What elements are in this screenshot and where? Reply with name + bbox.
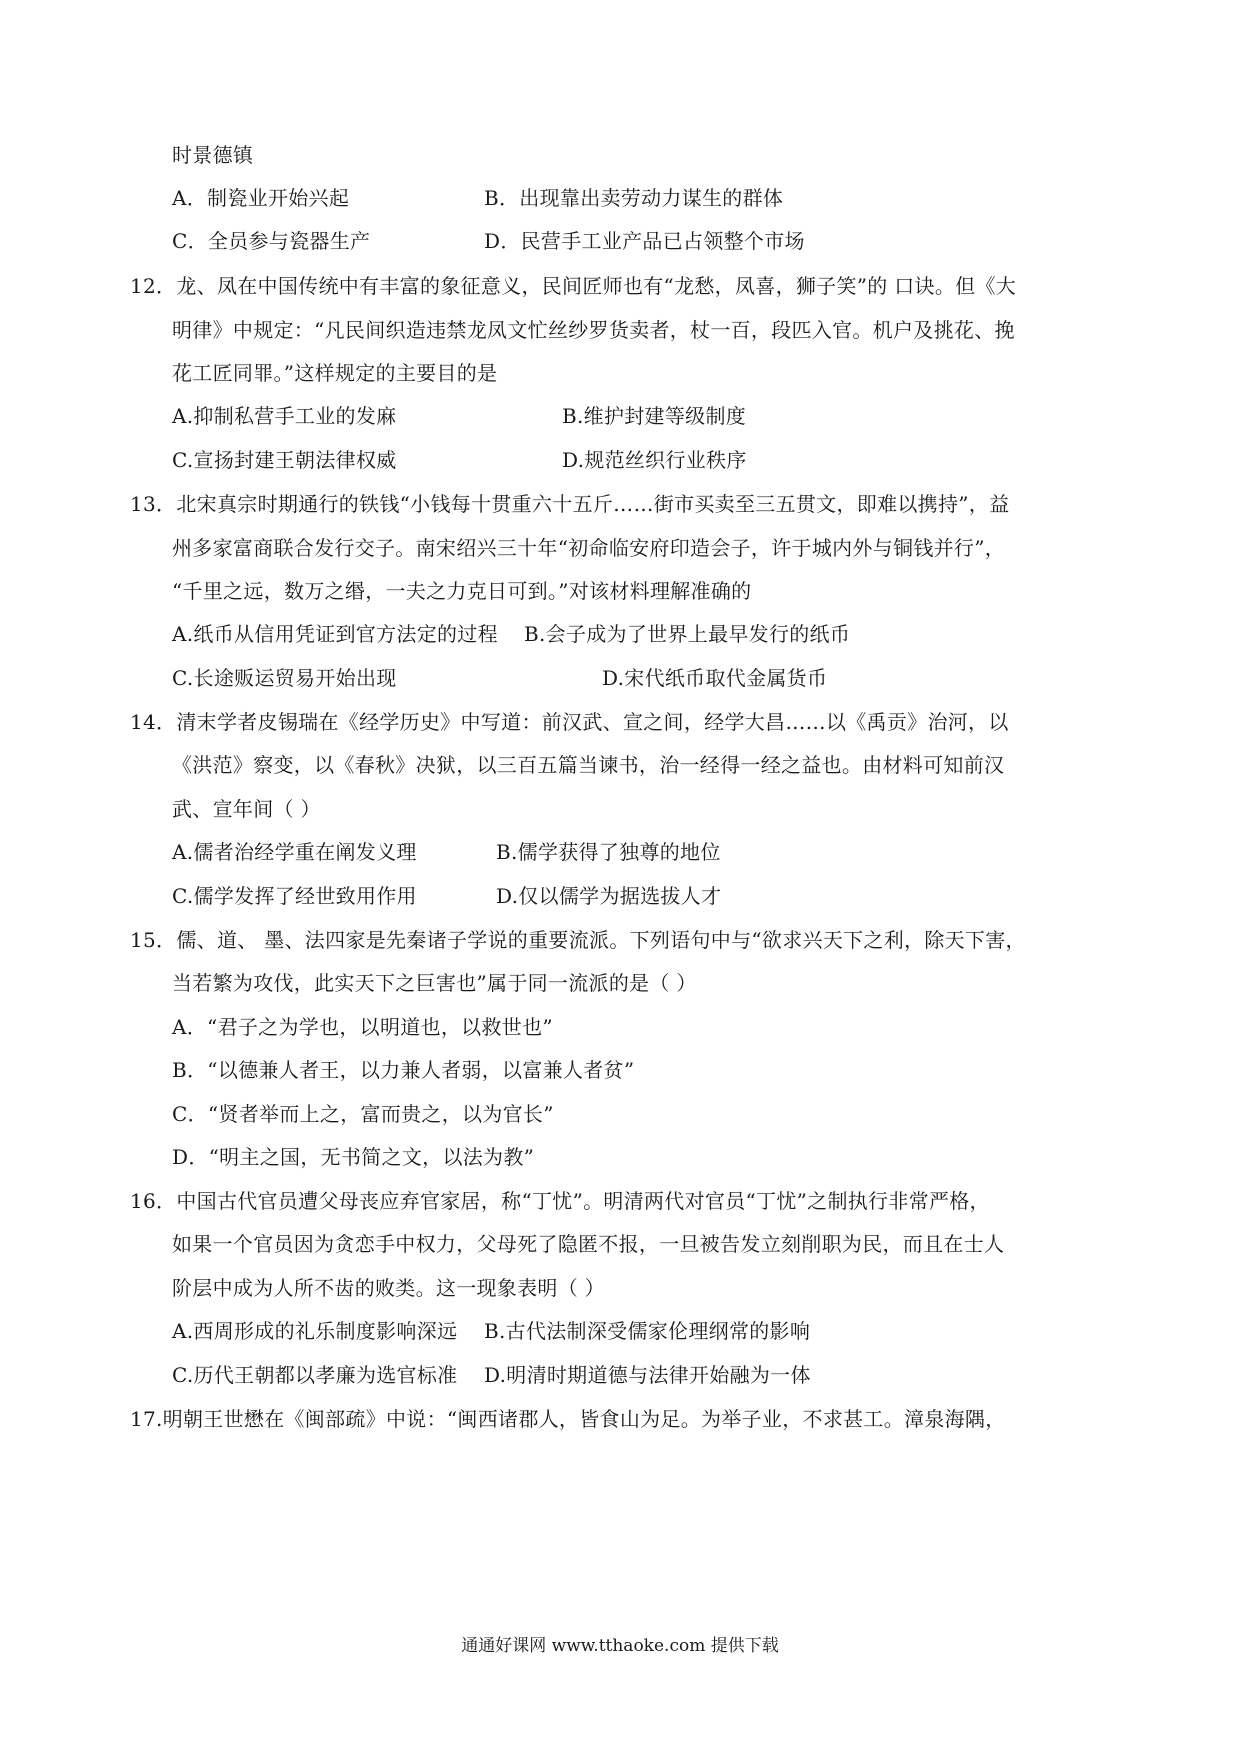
question-13-line: “千里之远，数万之缗，一夫之力克日可到。”对该材料理解准确的 [172, 579, 752, 603]
option-13-c: C.长途贩运贸易开始出现 [172, 666, 397, 690]
option-12-b: B.维护封建等级制度 [562, 404, 747, 428]
option-16-d: D.明清时期道德与法律开始融为一体 [484, 1363, 811, 1387]
option-16-c: C.历代王朝都以孝廉为选官标准 [172, 1363, 458, 1387]
question-12-line: 明律》中规定：“凡民间织造违禁龙凤文忙丝纱罗货卖者，杖一百，段匹入官。机户及挑花、挽 [172, 318, 1015, 342]
option-16-b: B.古代法制深受儒家伦理纲常的影响 [484, 1319, 811, 1343]
option-11-a: A．制瓷业开始兴起 [172, 186, 350, 210]
option-15-b: B．“以德兼人者王，以力兼人者弱，以富兼人者贫” [172, 1058, 635, 1082]
question-15-line: 当若繁为攻伐，此实天下之巨害也”属于同一流派的是（ ） [172, 971, 697, 995]
question-16-line: 如果一个官员因为贪恋手中权力，父母死了隐匿不报，一旦被告发立刻削职为民，而且在士人 [172, 1232, 1005, 1256]
option-13-d: D.宋代纸币取代金属货币 [602, 666, 828, 690]
question-14-line: 14．清末学者皮锡瑞在《经学历史》中写道：前汉武、宣之间，经学大昌……以《禹贡》治河，以 [130, 710, 1009, 734]
option-12-c: C.宣扬封建王朝法律权威 [172, 448, 397, 472]
question-14-line: 武、宣年间（ ） [172, 797, 321, 821]
option-14-a: A.儒者治经学重在阐发义理 [172, 840, 417, 864]
question-17-line: 17.明朝王世懋在《闽部疏》中说：“闽西诸郡人，皆食山为足。为举子业，不求甚工。漳泉海隅， [130, 1407, 1006, 1431]
option-15-a: A．“君子之为学也，以明道也，以救世也” [172, 1015, 553, 1039]
option-13-a: A.纸币从信用凭证到官方法定的过程 [172, 622, 498, 646]
question-16-line: 阶层中成为人所不齿的败类。这一现象表明（ ） [172, 1276, 605, 1300]
option-11-b: B．出现靠出卖劳动力谋生的群体 [484, 186, 784, 210]
question-16-line: 16．中国古代官员遭父母丧应弃官家居，称“丁忧”。明清两代对官员“丁忧”之制执行非常严格， [130, 1189, 990, 1213]
option-12-d: D.规范丝织行业秩序 [562, 448, 747, 472]
question-11-tail: 时景德镇 [172, 143, 254, 167]
option-14-d: D.仅以儒学为据选拔人才 [496, 884, 722, 908]
option-11-d: D．民营手工业产品已占领整个市场 [484, 229, 805, 253]
option-16-a: A.西周形成的礼乐制度影响深远 [172, 1319, 458, 1343]
option-15-d: D．“明主之国，无书简之文，以法为教” [172, 1145, 535, 1169]
option-13-b: B.会子成为了世界上最早发行的纸币 [524, 622, 851, 646]
option-14-c: C.儒学发挥了经世致用作用 [172, 884, 417, 908]
question-14-line: 《洪范》察变，以《春秋》决狱，以三百五篇当谏书，治一经得一经之益也。由材料可知前汉 [172, 753, 1005, 777]
question-12-line: 12．龙、凤在中国传统中有丰富的象征意义，民间匠师也有“龙愁，凤喜，狮子笑”的 口诀。但《大 [130, 274, 1017, 298]
page-footer: 通通好课网 www.tthaoke.com 提供下载 [461, 1636, 779, 1656]
option-11-c: C．全员参与瓷器生产 [172, 229, 371, 253]
option-12-a: A.抑制私营手工业的发麻 [172, 404, 397, 428]
question-13-line: 州多家富商联合发行交子。南宋绍兴三十年“初命临安府印造会子，许于城内外与铜钱并行”， [172, 536, 1006, 560]
option-15-c: C．“贤者举而上之，富而贵之，以为官长” [172, 1102, 554, 1126]
question-15-line: 15．儒、道、 墨、法四家是先秦诸子学说的重要流派。下列语句中与“欲求兴天下之利，除天下害， [130, 928, 1026, 952]
question-12-line: 花工匠同罪。”这样规定的主要目的是 [172, 361, 498, 385]
option-14-b: B.儒学获得了独尊的地位 [496, 840, 721, 864]
question-13-line: 13．北宋真宗时期通行的铁钱“小钱每十贯重六十五斤……街市买卖至三五贯文，即难以携持”，益 [130, 492, 1010, 516]
